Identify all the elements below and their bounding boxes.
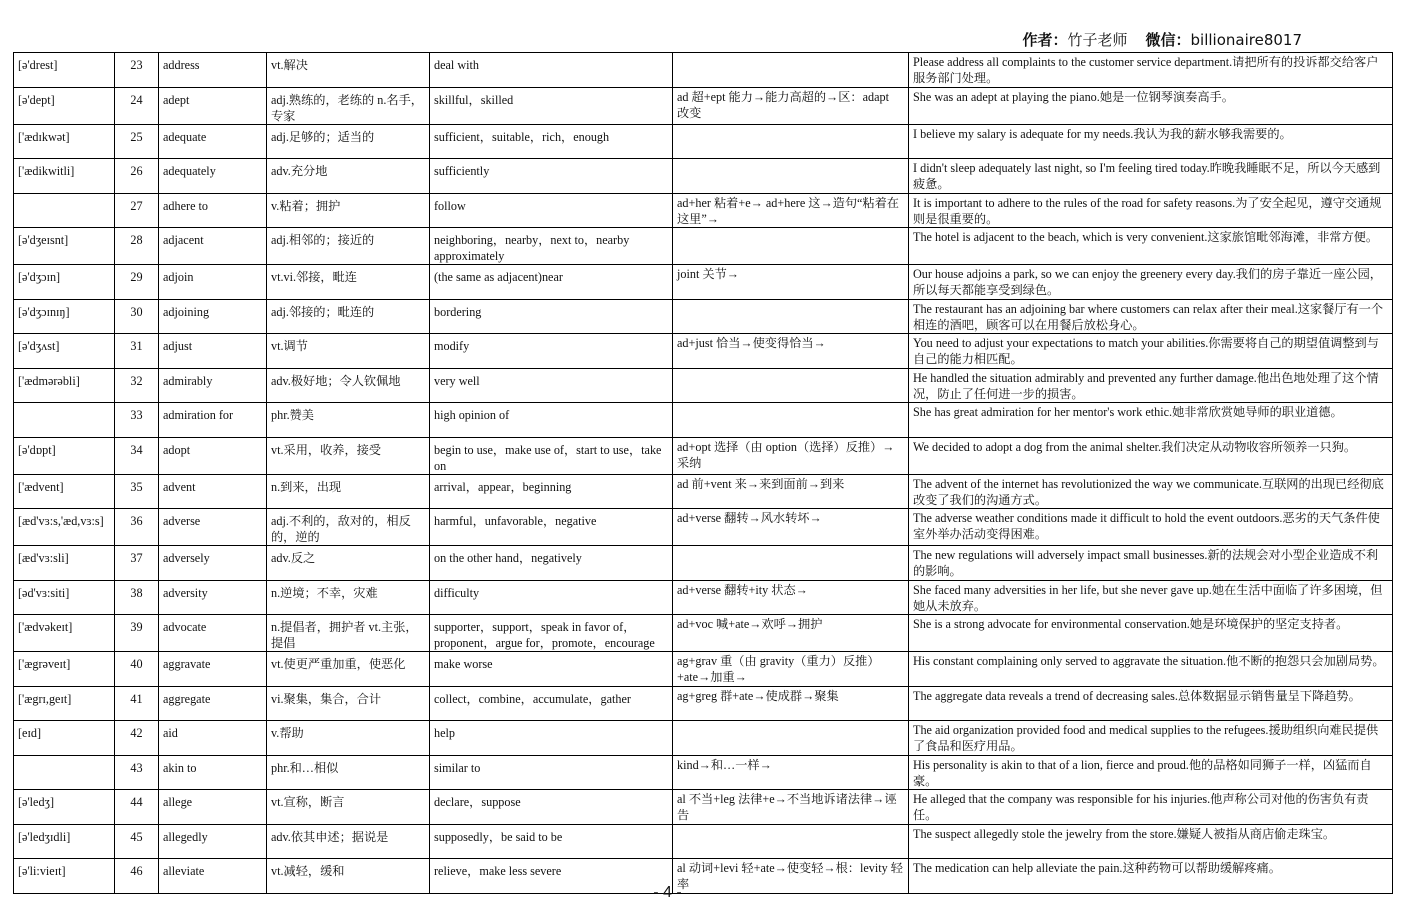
table-row <box>14 509 1393 546</box>
etymology-cell: ag+grav 重（由 gravity（重力）反推）+ate→加重→ <box>673 652 909 687</box>
synonyms-cell: deal with <box>430 53 673 88</box>
meaning-cell: adv.极好地；令人钦佩地 <box>267 368 430 403</box>
number-cell: 36 <box>115 509 159 546</box>
number-cell: 45 <box>115 824 159 859</box>
synonyms-cell: make worse <box>430 652 673 687</box>
word-cell: address <box>159 53 267 88</box>
meaning-cell: vt.解决 <box>267 53 430 88</box>
example-cell: The restaurant has an adjoining bar where customers can relax after their meal.这家餐厅有一个相连的酒吧，顾客可以在用餐后放松身心。 <box>909 299 1393 334</box>
table-row <box>14 403 1393 438</box>
number-cell: 39 <box>115 615 159 652</box>
example-cell: I believe my salary is adequate for my needs.我认为我的薪水够我需要的。 <box>909 124 1393 159</box>
etymology-cell: ad+voc 喊+ate→欢呼→拥护 <box>673 615 909 652</box>
etymology-cell <box>673 159 909 194</box>
meaning-cell: n.提倡者，拥护者 vt.主张，提倡 <box>267 615 430 652</box>
number-cell: 23 <box>115 53 159 88</box>
example-cell: I didn't sleep adequately last night, so I'm feeling tired today.昨晚我睡眠不足，所以今天感到疲惫。 <box>909 159 1393 194</box>
phonetic-cell: [ə'dʒɔɪnɪŋ] <box>14 299 115 334</box>
number-cell: 27 <box>115 193 159 228</box>
synonyms-cell: skillful，skilled <box>430 87 673 124</box>
wechat-label: 微信： <box>1145 31 1191 49</box>
table-row <box>14 824 1393 859</box>
author-header <box>1022 29 1302 51</box>
meaning-cell: vt.使更严重加重，使恶化 <box>267 652 430 687</box>
number-cell: 35 <box>115 474 159 509</box>
example-cell: The aggregate data reveals a trend of decreasing sales.总体数据显示销售量呈下降趋势。 <box>909 686 1393 721</box>
number-cell: 46 <box>115 859 159 894</box>
example-cell: He handled the situation admirably and prevented any further damage.他出色地处理了这个情况，防止了任何进一步的损害。 <box>909 368 1393 403</box>
number-cell: 26 <box>115 159 159 194</box>
word-cell: adversity <box>159 580 267 615</box>
synonyms-cell: modify <box>430 334 673 369</box>
meaning-cell: adv.反之 <box>267 546 430 581</box>
meaning-cell: adv.充分地 <box>267 159 430 194</box>
meaning-cell: vt.减轻，缓和 <box>267 859 430 894</box>
synonyms-cell: similar to <box>430 755 673 790</box>
word-cell: allegedly <box>159 824 267 859</box>
synonyms-cell: very well <box>430 368 673 403</box>
synonyms-cell: supposedly，be said to be <box>430 824 673 859</box>
number-cell: 37 <box>115 546 159 581</box>
example-cell: She is a strong advocate for environmental conservation.她是环境保护的坚定支持者。 <box>909 615 1393 652</box>
number-cell: 24 <box>115 87 159 124</box>
author-label: 作者： <box>1022 31 1068 49</box>
meaning-cell: vt.采用，收养，接受 <box>267 437 430 474</box>
word-cell: adept <box>159 87 267 124</box>
table-row <box>14 53 1393 88</box>
phonetic-cell: [ə'dept] <box>14 87 115 124</box>
table-row <box>14 580 1393 615</box>
synonyms-cell: follow <box>430 193 673 228</box>
number-cell: 29 <box>115 265 159 300</box>
synonyms-cell: neighboring，nearby，next to，nearby approximately <box>430 228 673 265</box>
synonyms-cell: (the same as adjacent)near <box>430 265 673 300</box>
synonyms-cell: begin to use，make use of，start to use，take on <box>430 437 673 474</box>
table-row <box>14 124 1393 159</box>
word-cell: adhere to <box>159 193 267 228</box>
example-cell: We decided to adopt a dog from the animal shelter.我们决定从动物收容所领养一只狗。 <box>909 437 1393 474</box>
etymology-cell: ad+just 恰当→使变得恰当→ <box>673 334 909 369</box>
example-cell: She was an adept at playing the piano.她是一位钢琴演奏高手。 <box>909 87 1393 124</box>
synonyms-cell: sufficiently <box>430 159 673 194</box>
example-cell: Our house adjoins a park, so we can enjoy the greenery every day.我们的房子靠近一座公园，所以每天都能享受到绿色。 <box>909 265 1393 300</box>
meaning-cell: adj.邻接的；毗连的 <box>267 299 430 334</box>
phonetic-cell: ['ægrɪ,geɪt] <box>14 686 115 721</box>
table-row <box>14 615 1393 652</box>
meaning-cell: v.帮助 <box>267 721 430 756</box>
synonyms-cell: difficulty <box>430 580 673 615</box>
word-cell: admirably <box>159 368 267 403</box>
etymology-cell: kind→和…一样→ <box>673 755 909 790</box>
example-cell: The medication can help alleviate the pain.这种药物可以帮助缓解疼痛。 <box>909 859 1393 894</box>
example-cell: The advent of the internet has revolutionized the way we communicate.互联网的出现已经彻底改变了我们的沟通方式。 <box>909 474 1393 509</box>
example-cell: His personality is akin to that of a lion, fierce and proud.他的品格如同狮子一样，凶猛而自豪。 <box>909 755 1393 790</box>
word-cell: adjacent <box>159 228 267 265</box>
table-row <box>14 721 1393 756</box>
author-name: 竹子老师 <box>1067 31 1128 49</box>
phonetic-cell: [ə'dʒɔɪn] <box>14 265 115 300</box>
word-cell: akin to <box>159 755 267 790</box>
example-cell: His constant complaining only served to aggravate the situation.他不断的抱怨只会加剧局势。 <box>909 652 1393 687</box>
word-cell: adjoining <box>159 299 267 334</box>
meaning-cell: phr.和…相似 <box>267 755 430 790</box>
etymology-cell <box>673 53 909 88</box>
word-cell: advent <box>159 474 267 509</box>
word-cell: aid <box>159 721 267 756</box>
phonetic-cell: ['ædikwitli] <box>14 159 115 194</box>
etymology-cell: joint 关节→ <box>673 265 909 300</box>
number-cell: 32 <box>115 368 159 403</box>
synonyms-cell: harmful，unfavorable，negative <box>430 509 673 546</box>
number-cell: 44 <box>115 790 159 825</box>
page-number: - 4 - <box>653 884 682 901</box>
meaning-cell: vt.宣称，断言 <box>267 790 430 825</box>
etymology-cell: ad+verse 翻转→风水转坏→ <box>673 509 909 546</box>
table-row <box>14 790 1393 825</box>
example-cell: You need to adjust your expectations to match your abilities.你需要将自己的期望值调整到与自己的能力相匹配。 <box>909 334 1393 369</box>
synonyms-cell: help <box>430 721 673 756</box>
phonetic-cell: ['ædmərəbli] <box>14 368 115 403</box>
synonyms-cell: on the other hand，negatively <box>430 546 673 581</box>
number-cell: 31 <box>115 334 159 369</box>
number-cell: 28 <box>115 228 159 265</box>
phonetic-cell: ['ædɪkwət] <box>14 124 115 159</box>
meaning-cell: adj.熟练的，老练的 n.名手，专家 <box>267 87 430 124</box>
table-row <box>14 228 1393 265</box>
phonetic-cell: [ə'ledʒ] <box>14 790 115 825</box>
table-row <box>14 159 1393 194</box>
table-row <box>14 652 1393 687</box>
etymology-cell: al 不当+leg 法律+e→不当地诉诸法律→诬告 <box>673 790 909 825</box>
number-cell: 38 <box>115 580 159 615</box>
word-cell: adjoin <box>159 265 267 300</box>
example-cell: She faced many adversities in her life, but she never gave up.她在生活中面临了许多困境，但她从未放弃。 <box>909 580 1393 615</box>
word-cell: adequate <box>159 124 267 159</box>
phonetic-cell: ['ædvent] <box>14 474 115 509</box>
phonetic-cell: [ə'dʒʌst] <box>14 334 115 369</box>
table-row <box>14 755 1393 790</box>
number-cell: 30 <box>115 299 159 334</box>
number-cell: 40 <box>115 652 159 687</box>
word-cell: aggregate <box>159 686 267 721</box>
meaning-cell: vt.vi.邻接，毗连 <box>267 265 430 300</box>
wechat-id: billionaire8017 <box>1190 31 1302 49</box>
number-cell: 43 <box>115 755 159 790</box>
word-cell: advocate <box>159 615 267 652</box>
table-row <box>14 546 1393 581</box>
table-row <box>14 368 1393 403</box>
phonetic-cell: [ə'dʒeɪsnt] <box>14 228 115 265</box>
word-cell: aggravate <box>159 652 267 687</box>
vocabulary-table <box>13 52 1393 894</box>
word-cell: alleviate <box>159 859 267 894</box>
synonyms-cell: relieve，make less severe <box>430 859 673 894</box>
table-row <box>14 87 1393 124</box>
synonyms-cell: collect，combine，accumulate，gather <box>430 686 673 721</box>
number-cell: 42 <box>115 721 159 756</box>
meaning-cell: adj.相邻的；接近的 <box>267 228 430 265</box>
etymology-cell <box>673 546 909 581</box>
phonetic-cell <box>14 755 115 790</box>
meaning-cell: n.到来，出现 <box>267 474 430 509</box>
etymology-cell: ad+verse 翻转+ity 状态→ <box>673 580 909 615</box>
example-cell: The new regulations will adversely impact small businesses.新的法规会对小型企业造成不利的影响。 <box>909 546 1393 581</box>
word-cell: admiration for <box>159 403 267 438</box>
etymology-cell: ag+greg 群+ate→使成群→聚集 <box>673 686 909 721</box>
word-cell: adopt <box>159 437 267 474</box>
phonetic-cell: ['ægrəveɪt] <box>14 652 115 687</box>
etymology-cell <box>673 124 909 159</box>
phonetic-cell <box>14 403 115 438</box>
phonetic-cell <box>14 193 115 228</box>
example-cell: The adverse weather conditions made it difficult to hold the event outdoors.恶劣的天气条件使室外举办活动变得困难。 <box>909 509 1393 546</box>
number-cell: 34 <box>115 437 159 474</box>
synonyms-cell: high opinion of <box>430 403 673 438</box>
synonyms-cell: supporter，support，speak in favor of，proponent，argue for，promote，encourage <box>430 615 673 652</box>
example-cell: It is important to adhere to the rules of the road for safety reasons.为了安全起见，遵守交通规则是很重要的。 <box>909 193 1393 228</box>
etymology-cell: ad+her 粘着+e→ ad+here 这→造句“粘着在这里”→ <box>673 193 909 228</box>
etymology-cell <box>673 299 909 334</box>
table-row <box>14 474 1393 509</box>
word-cell: allege <box>159 790 267 825</box>
table-row <box>14 299 1393 334</box>
etymology-cell <box>673 721 909 756</box>
meaning-cell: vi.聚集，集合，合计 <box>267 686 430 721</box>
meaning-cell: n.逆境；不幸，灾难 <box>267 580 430 615</box>
example-cell: The aid organization provided food and medical supplies to the refugees.援助组织向难民提供了食品和医疗用品。 <box>909 721 1393 756</box>
example-cell: He alleged that the company was responsible for his injuries.他声称公司对他的伤害负有责任。 <box>909 790 1393 825</box>
phonetic-cell: [æd'vɜ:sli] <box>14 546 115 581</box>
etymology-cell <box>673 228 909 265</box>
etymology-cell: al 动词+levi 轻+ate→使变轻→根：levity 轻率 <box>673 859 909 894</box>
meaning-cell: adj.不利的，敌对的，相反的，逆的 <box>267 509 430 546</box>
table-row <box>14 334 1393 369</box>
table-row <box>14 193 1393 228</box>
number-cell: 33 <box>115 403 159 438</box>
example-cell: The suspect allegedly stole the jewelry from the store.嫌疑人被指从商店偷走珠宝。 <box>909 824 1393 859</box>
meaning-cell: phr.赞美 <box>267 403 430 438</box>
table-row <box>14 437 1393 474</box>
phonetic-cell: [ə'dɒpt] <box>14 437 115 474</box>
word-cell: adverse <box>159 509 267 546</box>
synonyms-cell: arrival，appear，beginning <box>430 474 673 509</box>
table-row <box>14 265 1393 300</box>
phonetic-cell: [eɪd] <box>14 721 115 756</box>
example-cell: She has great admiration for her mentor's work ethic.她非常欣赏她导师的职业道德。 <box>909 403 1393 438</box>
etymology-cell <box>673 824 909 859</box>
synonyms-cell: sufficient，suitable，rich，enough <box>430 124 673 159</box>
table-row <box>14 686 1393 721</box>
phonetic-cell: [əd'vɜ:siti] <box>14 580 115 615</box>
number-cell: 25 <box>115 124 159 159</box>
example-cell: Please address all complaints to the customer service department.请把所有的投诉都交给客户服务部门处理。 <box>909 53 1393 88</box>
word-cell: adjust <box>159 334 267 369</box>
etymology-cell <box>673 368 909 403</box>
etymology-cell <box>673 403 909 438</box>
synonyms-cell: declare，suppose <box>430 790 673 825</box>
meaning-cell: vt.调节 <box>267 334 430 369</box>
etymology-cell: ad 前+vent 来→来到面前→到来 <box>673 474 909 509</box>
phonetic-cell: [ə'drest] <box>14 53 115 88</box>
phonetic-cell: ['ædvəkeɪt] <box>14 615 115 652</box>
phonetic-cell: [ə'li:vieɪt] <box>14 859 115 894</box>
meaning-cell: adj.足够的；适当的 <box>267 124 430 159</box>
etymology-cell: ad+opt 选择（由 option（选择）反推）→采纳 <box>673 437 909 474</box>
synonyms-cell: bordering <box>430 299 673 334</box>
meaning-cell: v.粘着；拥护 <box>267 193 430 228</box>
number-cell: 41 <box>115 686 159 721</box>
example-cell: The hotel is adjacent to the beach, which is very convenient.这家旅馆毗邻海滩，非常方便。 <box>909 228 1393 265</box>
meaning-cell: adv.依其申述；据说是 <box>267 824 430 859</box>
word-cell: adequately <box>159 159 267 194</box>
phonetic-cell: [æd'vɜ:s,'æd,vɜ:s] <box>14 509 115 546</box>
phonetic-cell: [ə'ledʒɪdli] <box>14 824 115 859</box>
etymology-cell: ad 超+ept 能力→能力高超的→区：adapt 改变 <box>673 87 909 124</box>
vocabulary-rows <box>14 53 1393 894</box>
word-cell: adversely <box>159 546 267 581</box>
